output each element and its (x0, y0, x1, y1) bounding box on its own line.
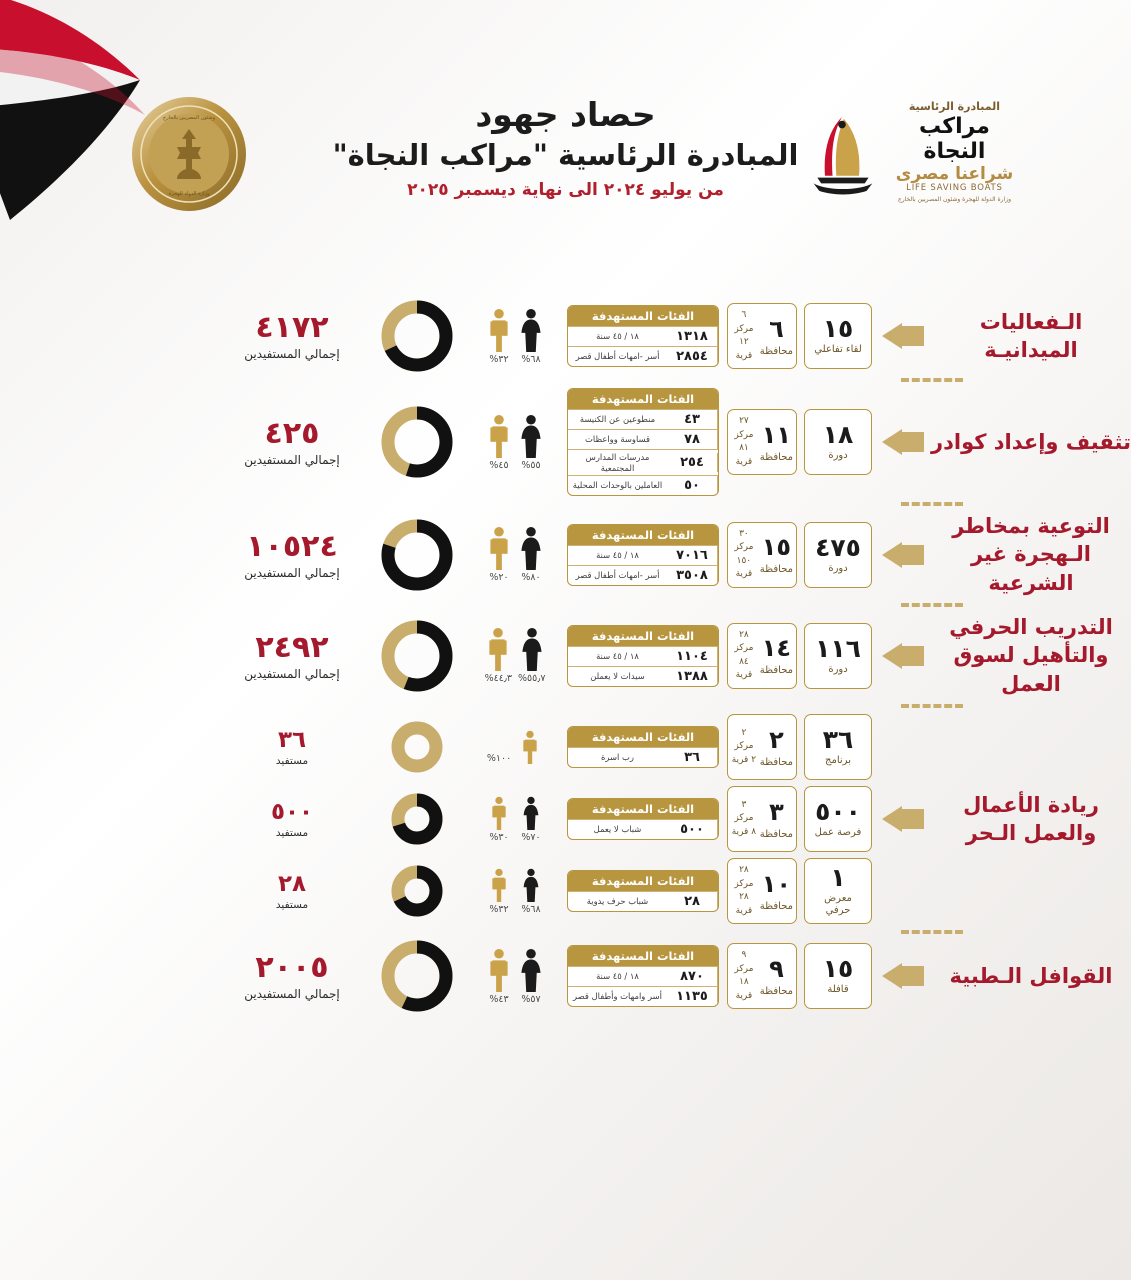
target-groups-cell (563, 945, 723, 1007)
target-value: ٧٨ (667, 430, 718, 449)
primary-count-box (804, 714, 872, 780)
donut-chart (391, 793, 443, 845)
female-percent: ٨٠% (521, 572, 541, 584)
total-label: إجمالي المستفيدين (244, 565, 340, 580)
governorate-box (727, 303, 797, 369)
table-row (568, 747, 718, 767)
total-value: ٢٤٩٢ (255, 629, 329, 665)
target-groups-header: الفئات المستهدفة (568, 525, 718, 545)
table-row (568, 346, 718, 366)
governorate-label: محافظة (759, 900, 793, 912)
row-arrow (875, 806, 931, 832)
male-percent: ٤٥% (489, 459, 509, 471)
primary-count-value: ١٨ (822, 420, 854, 449)
statistics-row (0, 613, 1131, 698)
table-row (568, 646, 718, 666)
primary-count-cell (801, 714, 875, 780)
table-row (568, 819, 718, 839)
primary-count-value: ١ (830, 863, 846, 893)
total-cell (217, 799, 367, 840)
governorate-cell (723, 409, 801, 475)
female-figure (518, 627, 545, 684)
primary-count-label: لقاء تفاعلي (814, 344, 862, 355)
target-label: العاملين بالوحدات المحلية (572, 480, 663, 491)
male-percent: ٤٣% (489, 993, 509, 1005)
target-groups-cell (563, 798, 723, 840)
primary-count-cell (801, 858, 875, 924)
governorate-value: ١٠ (761, 869, 792, 898)
gender-split (467, 730, 563, 764)
gender-split (467, 526, 563, 583)
gender-split (467, 948, 563, 1005)
primary-count-value: ١٥ (822, 954, 854, 984)
male-icon (486, 414, 512, 458)
row-title: القوافل الـطبية (949, 963, 1113, 988)
primary-count-label: دورة (828, 450, 848, 461)
male-icon (486, 308, 512, 352)
governorate-value: ١٥ (761, 533, 792, 562)
governorate-label: محافظة (759, 828, 793, 840)
target-label: شباب لا يعمل (593, 824, 642, 835)
total-label: إجمالي المستفيدين (244, 987, 340, 1002)
table-row (568, 966, 718, 986)
total-value: ٢٨ (277, 870, 307, 897)
governorate-box (727, 522, 797, 588)
target-value: ٥٠٠ (667, 820, 718, 839)
target-value: ١٣٨٨ (667, 667, 718, 686)
governorate-label: محافظة (759, 345, 793, 357)
row-separator (901, 603, 963, 607)
table-row (568, 565, 718, 585)
villages-count: ١٥٠ قرية (735, 555, 753, 580)
row-separator (901, 930, 963, 934)
governorate-value: ١١ (761, 420, 792, 449)
governorate-cell (723, 786, 801, 852)
villages-count: ٨ قرية (731, 826, 757, 837)
villages-count: ٨٤ قرية (735, 656, 753, 681)
centers-count: ٢٨ مركز (734, 865, 754, 889)
arrow-icon (882, 323, 924, 349)
row-arrow (875, 323, 931, 349)
centers-count: ٣٠ مركز (734, 528, 754, 553)
total-value: ١٠٥٢٤ (246, 528, 338, 564)
total-cell (217, 871, 367, 912)
female-figure (518, 414, 544, 471)
arrow-icon (882, 643, 924, 669)
female-percent: ٦٨% (521, 903, 541, 915)
svg-text:وزارة الدولة للهجرة: وزارة الدولة للهجرة (168, 191, 210, 197)
primary-count-label: قافلة (827, 984, 849, 996)
female-percent: ٦٨% (521, 353, 541, 365)
primary-count-cell (801, 623, 875, 689)
male-percent: ٣٠% (489, 831, 509, 843)
target-label: ١٨ / ٤٥ سنة (596, 971, 639, 982)
male-percent-only (487, 751, 511, 764)
total-label: مستفيد (275, 898, 309, 911)
male-figure (486, 526, 512, 583)
male-icon (486, 948, 512, 992)
target-groups-header: الفئات المستهدفة (568, 871, 718, 891)
governorate-value: ٦ (769, 314, 784, 343)
donut-chart (391, 721, 443, 773)
governorate-cell (723, 522, 801, 588)
total-cell (217, 630, 367, 682)
male-percent: ٤٤٫٣% (484, 673, 512, 685)
target-groups-header: الفئات المستهدفة (568, 389, 718, 409)
logo-line-2: مراكب النجاة (918, 113, 990, 165)
page-header (0, 0, 1131, 265)
table-row (568, 986, 718, 1006)
total-value: ٥٠٠ (270, 798, 314, 825)
statistics-subrow (217, 858, 875, 924)
statistics-row (0, 940, 1131, 1012)
target-label: أسر -امهات أطفال قصر (575, 351, 660, 362)
governorate-value: ٢ (769, 725, 784, 754)
male-icon (486, 526, 512, 570)
villages-count: ٢٨ قرية (735, 892, 753, 916)
initiative-logo (806, 95, 1021, 210)
gender-split (467, 308, 563, 365)
target-groups-header: الفئات المستهدفة (568, 306, 718, 326)
female-icon (519, 627, 545, 671)
female-percent: ٥٥٫٧% (518, 673, 546, 685)
male-figure (486, 796, 512, 843)
arrow-icon (882, 542, 924, 568)
female-icon (518, 308, 544, 352)
target-groups-cell (563, 870, 723, 912)
governorate-cell (723, 858, 801, 924)
female-figure (518, 308, 544, 365)
coverage-info (731, 629, 757, 683)
primary-count-cell (801, 786, 875, 852)
total-value: ٤٢٥ (264, 416, 320, 451)
coverage-info (731, 528, 757, 582)
target-value: ٣٥٠٨ (667, 566, 718, 585)
primary-count-box (804, 623, 872, 689)
statistics-rows (0, 300, 1131, 1012)
total-label: مستفيد (275, 826, 309, 839)
governorate-box (727, 786, 797, 852)
governorate-label: محافظة (759, 756, 793, 768)
target-label: منطوعين عن الكنيسة (579, 414, 656, 425)
target-groups-table (567, 388, 719, 496)
male-figure (486, 868, 512, 915)
male-icon (485, 627, 511, 671)
male-figure (485, 627, 512, 684)
female-icon (518, 796, 544, 830)
target-groups-table (567, 726, 719, 768)
row-title: تثقيف وإعداد كوادر (931, 429, 1131, 454)
statistics-subrow (217, 714, 875, 780)
male-figure (486, 414, 512, 471)
male-percent: ٣٢% (489, 353, 509, 365)
donut-cell (367, 865, 467, 917)
coverage-info (731, 727, 757, 768)
table-row (568, 326, 718, 346)
target-groups-table (567, 798, 719, 840)
target-value: ١١٠٤ (667, 647, 718, 666)
governorate-cell (723, 943, 801, 1009)
male-figure (486, 948, 512, 1005)
primary-count-cell (801, 409, 875, 475)
male-icon (517, 730, 543, 764)
target-groups-header: الفئات المستهدفة (568, 799, 718, 819)
row-arrow (875, 643, 931, 669)
donut-chart (381, 519, 453, 591)
female-percent: ٥٥% (521, 459, 541, 471)
male-icon (486, 868, 512, 902)
target-value: ٣٦ (667, 748, 718, 767)
total-label: مستفيد (275, 754, 309, 767)
primary-count-box (804, 409, 872, 475)
table-row (568, 449, 718, 475)
target-value: ٢٨ (667, 892, 718, 911)
target-groups-cell (563, 388, 723, 496)
target-label: أسر وامهات وأطفال قصر (573, 991, 662, 1002)
governorate-box (727, 409, 797, 475)
male-icon (486, 796, 512, 830)
donut-chart (381, 940, 453, 1012)
coverage-info (731, 864, 757, 918)
villages-count: ١٨ قرية (735, 977, 753, 1001)
total-cell (217, 310, 367, 362)
total-cell (217, 950, 367, 1002)
target-value: ١٣١٨ (667, 327, 718, 346)
primary-count-box (804, 943, 872, 1009)
primary-count-value: ١١٦ (815, 633, 861, 663)
donut-cell (367, 406, 467, 478)
governorate-box (727, 623, 797, 689)
female-figure (518, 868, 544, 915)
gender-split (467, 414, 563, 471)
governorate-cell (723, 623, 801, 689)
coverage-info (731, 415, 757, 469)
governorate-cell (723, 303, 801, 369)
total-label: إجمالي المستفيدين (244, 666, 340, 681)
primary-count-box (804, 786, 872, 852)
row-separator (901, 378, 963, 382)
total-value: ٢٠٠٥ (255, 950, 329, 986)
target-groups-table (567, 945, 719, 1007)
female-percent: ٥٧% (521, 993, 541, 1005)
primary-count-box (804, 303, 872, 369)
title-period: من يوليو ٢٠٢٤ الى نهاية ديسمبر ٢٠٢٥ (407, 180, 724, 200)
donut-cell (367, 940, 467, 1012)
female-figure (518, 526, 544, 583)
male-figure (486, 308, 512, 365)
governorate-label: محافظة (759, 985, 793, 997)
gender-split (467, 868, 563, 915)
villages-count: ١٢ قرية (735, 337, 753, 361)
male-percent: ٢٠% (489, 572, 509, 584)
primary-count-box (804, 522, 872, 588)
centers-count: ٢٨ مركز (734, 629, 754, 654)
male-percent: ٣٢% (489, 903, 509, 915)
coverage-info (731, 949, 757, 1003)
target-value: ١١٣٥ (667, 987, 718, 1006)
row-title: ريادة الأعمال والعمل الـحر (963, 792, 1099, 846)
donut-cell (367, 519, 467, 591)
governorate-label: محافظة (759, 665, 793, 677)
centers-count: ٣ مركز (734, 799, 754, 824)
primary-count-cell (801, 943, 875, 1009)
target-value: ٤٣ (667, 410, 718, 429)
target-groups-table (567, 305, 719, 367)
primary-count-cell (801, 522, 875, 588)
title-line-1: حصاد جهود (475, 95, 656, 134)
gender-split (467, 796, 563, 843)
boat-logo-icon (806, 107, 880, 199)
arrow-icon (882, 806, 924, 832)
governorate-box (727, 943, 797, 1009)
gender-split (467, 627, 563, 684)
primary-count-value: ٥٠٠ (815, 797, 861, 827)
statistics-row (0, 388, 1131, 496)
male-percent: ١٠٠% (486, 753, 512, 765)
target-groups-table (567, 524, 719, 586)
target-groups-cell (563, 305, 723, 367)
target-groups-table (567, 870, 719, 912)
target-groups-cell (563, 726, 723, 768)
statistics-subrow (217, 786, 875, 852)
female-icon (518, 868, 544, 902)
logo-line-4: LIFE SAVING BOATS (906, 183, 1003, 194)
target-value: ٨٧٠ (667, 967, 718, 986)
donut-chart (391, 865, 443, 917)
target-value: ٢٨٥٤ (667, 347, 718, 366)
female-percent: ٧٠% (521, 831, 541, 843)
primary-count-label: فرصة عمل (814, 827, 862, 839)
row-arrow (875, 429, 931, 455)
primary-count-value: ١٥ (822, 314, 854, 343)
target-label: ١٨ / ٤٥ سنة (596, 650, 639, 661)
governorate-label: محافظة (759, 564, 793, 576)
row-separator (901, 502, 963, 506)
primary-count-value: ٤٧٥ (815, 532, 861, 562)
table-row (568, 891, 718, 911)
table-row (568, 409, 718, 429)
centers-count: ٦ مركز (734, 310, 754, 334)
primary-count-value: ٣٦ (822, 725, 854, 755)
donut-cell (367, 300, 467, 372)
target-label: ١٨ / ٤٥ سنة (596, 331, 639, 342)
table-row (568, 429, 718, 449)
donut-chart (381, 620, 453, 692)
statistics-row-group (0, 714, 1131, 924)
target-label: قساوسة وواعظات (585, 434, 650, 445)
target-groups-header: الفئات المستهدفة (568, 946, 718, 966)
title-line-2: المبادرة الرئاسية "مراكب النجاة" (332, 138, 799, 172)
total-cell (217, 416, 367, 468)
primary-count-label: دورة (828, 663, 848, 675)
governorate-value: ٣ (769, 797, 784, 826)
row-title: الـفعاليات الميدانيـة (979, 309, 1083, 362)
centers-count: ٢ مركز (734, 727, 754, 752)
governorate-box (727, 858, 797, 924)
donut-cell (367, 620, 467, 692)
governorate-value: ١٤ (761, 634, 792, 663)
table-row (568, 545, 718, 565)
arrow-icon (882, 429, 924, 455)
target-label: أسر -امهات أطفال قصر (575, 569, 660, 580)
female-icon (518, 948, 544, 992)
target-value: ٧٠١٦ (667, 546, 718, 565)
logo-line-1: المبادرة الرئاسية (908, 100, 1001, 114)
coverage-info (731, 799, 757, 840)
target-value: ٥٠ (667, 476, 718, 495)
primary-count-label: دورة (828, 562, 848, 574)
target-label: رب اسرة (601, 752, 634, 763)
male-figure (517, 730, 543, 764)
primary-count-box (804, 858, 872, 924)
target-groups-header: الفئات المستهدفة (568, 626, 718, 646)
donut-chart (381, 406, 453, 478)
target-label: شباب حرف يدوية (586, 896, 649, 907)
primary-count-label: برنامج (825, 755, 851, 767)
row-separator (901, 704, 963, 708)
target-groups-header: الفئات المستهدفة (568, 727, 718, 747)
governorate-value: ٩ (769, 954, 784, 983)
target-groups-table (567, 625, 719, 687)
total-cell (217, 529, 367, 581)
row-title: التوعية بمخاطر الـهجرة غير الشرعية (952, 514, 1110, 595)
governorate-box (727, 714, 797, 780)
centers-count: ٩ مركز (734, 950, 754, 974)
centers-count: ٢٧ مركز (734, 416, 754, 440)
donut-cell (367, 793, 467, 845)
svg-text:وشئون المصريين بالخارج: وشئون المصريين بالخارج (163, 115, 215, 121)
row-arrow (875, 542, 931, 568)
donut-chart (381, 300, 453, 372)
donut-cell (367, 721, 467, 773)
primary-count-label: معرض حرفي (824, 893, 852, 917)
target-label: ١٨ / ٤٥ سنة (596, 549, 639, 560)
row-title: التدريب الحرفي والتأهيل لسوق العمل (949, 615, 1113, 696)
female-figure (518, 796, 544, 843)
female-icon (518, 526, 544, 570)
villages-count: ٨١ قرية (735, 443, 753, 467)
target-value: ٢٥٤ (667, 453, 718, 472)
arrow-icon (882, 963, 924, 989)
primary-count-cell (801, 303, 875, 369)
statistics-row (0, 300, 1131, 372)
target-label: سيدات لا يعملن (590, 670, 645, 681)
sub-rows (217, 714, 875, 924)
table-row (568, 666, 718, 686)
total-cell (217, 727, 367, 768)
target-groups-cell (563, 524, 723, 586)
villages-count: ٢ قرية (731, 754, 757, 765)
statistics-row (0, 512, 1131, 597)
logo-line-5: وزارة الدولة للهجرة وشئون المصريين بالخارج (897, 195, 1011, 203)
target-groups-cell (563, 625, 723, 687)
coverage-info (731, 309, 757, 363)
total-label: إجمالي المستفيدين (244, 453, 340, 467)
female-icon (518, 414, 544, 458)
governorate-label: محافظة (759, 451, 793, 463)
total-value: ٣٦ (277, 726, 307, 753)
governorate-cell (723, 714, 801, 780)
logo-line-3: شراعنا مصرى (895, 163, 1014, 184)
total-value: ٤١٧٢ (255, 310, 329, 345)
total-label: إجمالي المستفيدين (244, 347, 340, 361)
table-row (568, 475, 718, 495)
female-figure (518, 948, 544, 1005)
target-label: مدرسات المدارس المجتمعية (585, 452, 650, 473)
row-arrow (875, 963, 931, 989)
